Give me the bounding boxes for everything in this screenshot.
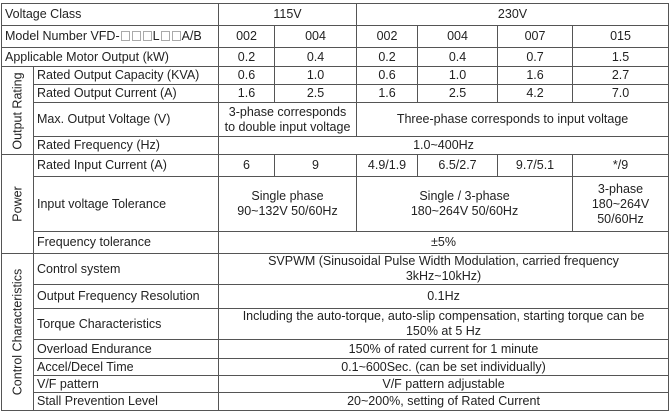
cell: [573, 177, 669, 232]
cell: 1.5: [573, 48, 669, 67]
cell: 150% of rated current for 1 minute: [219, 340, 669, 359]
stall-row: [2, 393, 669, 411]
row-label: Rated Input Current (A): [34, 155, 219, 177]
cell: [219, 103, 357, 137]
row-label: Applicable Motor Output (kW): [2, 48, 219, 67]
cell: 2.5: [418, 85, 498, 103]
cell-line: to double input voltage: [224, 119, 351, 134]
cell: 1.6: [219, 85, 275, 103]
cell: 1.6: [357, 85, 418, 103]
row-label: Output Frequency Resolution: [34, 285, 219, 309]
category-control: [2, 254, 34, 411]
row-label: Stall Prevention Level: [34, 393, 219, 411]
cell: 1.6: [498, 67, 573, 85]
cell: 002: [357, 26, 418, 48]
placeholder-box-icon: [172, 31, 181, 41]
cell-line: 3kHz~10kHz): [405, 269, 482, 283]
cell-line: 180~264V: [591, 196, 650, 211]
row-label: Rated Output Current (A): [34, 85, 219, 103]
torque-row: [2, 309, 669, 340]
input-current-row: [2, 155, 669, 177]
cell: 20~200%, setting of Rated Current: [219, 393, 669, 411]
category-power: [2, 155, 34, 254]
rated-frequency-row: [2, 137, 669, 155]
resolution-row: [2, 285, 669, 309]
cell: 0.1Hz: [219, 285, 669, 309]
spec-table: [1, 3, 669, 411]
cell: 007: [498, 26, 573, 48]
cell-line: Including the auto-torque, auto-slip compensation, starting torque can be: [242, 309, 645, 323]
control-system-row: [2, 254, 669, 285]
motor-output-row: [2, 48, 669, 67]
category-output-rating: [2, 67, 34, 155]
cell: 0.4: [275, 48, 357, 67]
cell: 1.0: [275, 67, 357, 85]
row-label: Accel/Decel Time: [34, 359, 219, 376]
input-tolerance-row: [2, 177, 669, 232]
cell: 002: [219, 26, 275, 48]
cell: */9: [573, 155, 669, 177]
freq-tolerance-row: [2, 232, 669, 254]
cell-line: Single phase: [251, 189, 324, 203]
cell: 0.2: [357, 48, 418, 67]
row-label: Overload Endurance: [34, 340, 219, 359]
row-label: Frequency tolerance: [34, 232, 219, 254]
cell-line: 180~264V 50/60Hz: [410, 204, 519, 218]
cell: 0.6: [357, 67, 418, 85]
placeholder-box-icon: [132, 31, 141, 41]
row-label: Voltage Class: [2, 4, 219, 26]
cell-line: 90~132V 50/60Hz: [237, 204, 338, 218]
cell: 0.6: [219, 67, 275, 85]
cell: 1.0: [418, 67, 498, 85]
cell: 4.9/1.9: [357, 155, 418, 177]
accel-row: [2, 359, 669, 376]
cell: 1.0~400Hz: [219, 137, 669, 155]
label-text: L: [152, 29, 160, 43]
output-current-row: [2, 85, 669, 103]
row-label: Rated Frequency (Hz): [34, 137, 219, 155]
label-text: A/B: [181, 29, 202, 43]
cell: 0.1~600Sec. (can be set individually): [219, 359, 669, 376]
cell: Three-phase corresponds to input voltage: [357, 103, 669, 137]
cell: 115V: [219, 4, 357, 26]
cell: 9.7/5.1: [498, 155, 573, 177]
placeholder-box-icon: [121, 31, 130, 41]
capacity-row: [2, 67, 669, 85]
cell: [219, 309, 669, 340]
cell: [219, 254, 669, 285]
cell: 7.0: [573, 85, 669, 103]
model-row: [2, 26, 669, 48]
label-text: Model Number VFD-: [5, 29, 120, 43]
cell: [357, 177, 573, 232]
placeholder-box-icon: [161, 31, 170, 41]
cell: 9: [275, 155, 357, 177]
cell-line: 3-phase: [597, 181, 644, 196]
cell-line: 50/60Hz: [597, 211, 644, 226]
cell-line: 150% at 5 Hz: [405, 324, 482, 338]
voltage-class-row: [2, 4, 669, 26]
row-label: V/F pattern: [34, 376, 219, 393]
row-label: Control system: [34, 254, 219, 285]
category-label: Control Characteristics: [10, 268, 24, 396]
cell: 6: [219, 155, 275, 177]
cell: 6.5/2.7: [418, 155, 498, 177]
cell: 0.7: [498, 48, 573, 67]
cell: 015: [573, 26, 669, 48]
cell-line: Single / 3-phase: [419, 189, 510, 203]
cell: V/F pattern adjustable: [219, 376, 669, 393]
cell: 2.5: [275, 85, 357, 103]
cell: [219, 177, 357, 232]
cell: ±5%: [219, 232, 669, 254]
row-label: Max. Output Voltage (V): [34, 103, 219, 137]
cell-line: SVPWM (Sinusoidal Pulse Width Modulation, carried frequency: [268, 254, 619, 268]
cell: 0.4: [418, 48, 498, 67]
row-label: [2, 26, 219, 48]
cell: 230V: [357, 4, 669, 26]
overload-row: [2, 340, 669, 359]
category-label: Power: [10, 186, 24, 222]
row-label: Rated Output Capacity (KVA): [34, 67, 219, 85]
vf-row: [2, 376, 669, 393]
row-label: Torque Characteristics: [34, 309, 219, 340]
max-voltage-row: [2, 103, 669, 137]
row-label: Input voltage Tolerance: [34, 177, 219, 232]
cell: 004: [275, 26, 357, 48]
cell: 004: [418, 26, 498, 48]
cell: 2.7: [573, 67, 669, 85]
category-label: Output Rating: [10, 71, 24, 150]
cell: 0.2: [219, 48, 275, 67]
cell-line: 3-phase corresponds: [228, 104, 347, 119]
placeholder-box-icon: [143, 31, 152, 41]
cell: 4.2: [498, 85, 573, 103]
